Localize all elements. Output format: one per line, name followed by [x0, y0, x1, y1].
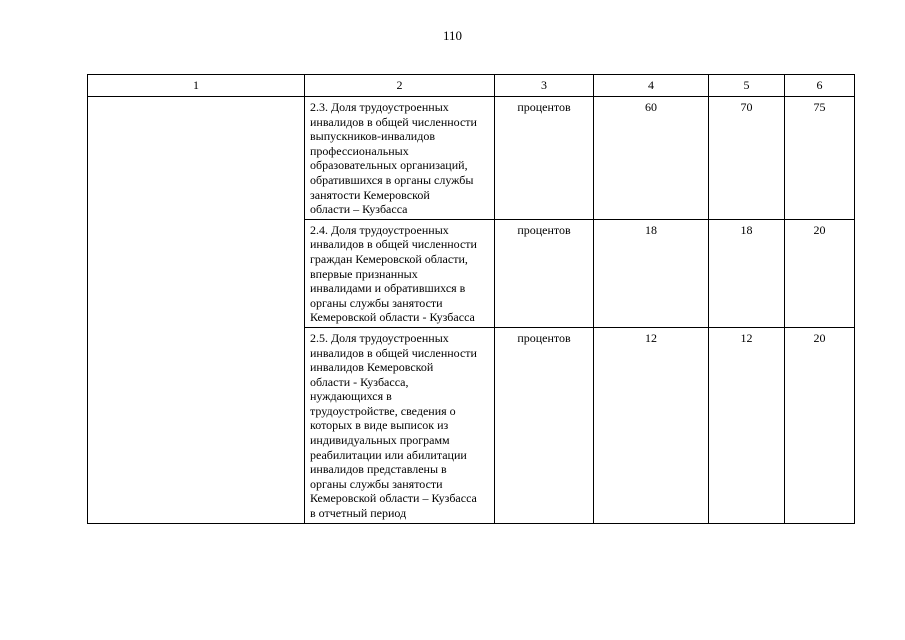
unit-cell: процентов — [495, 219, 594, 327]
value-cell-4: 60 — [594, 97, 709, 220]
indicator-line: реабилитации или абилитации — [310, 447, 467, 462]
indicator-cell — [305, 327, 495, 523]
header-col-5: 5 — [709, 75, 785, 97]
indicator-line: в отчетный период — [310, 506, 407, 521]
value-cell-6: 20 — [785, 219, 855, 327]
indicator-line: инвалидов Кемеровской — [310, 360, 434, 375]
value-cell-6: 20 — [785, 327, 855, 523]
header-col-1: 1 — [88, 75, 305, 97]
indicator-line: инвалидов в общей численности — [310, 237, 477, 252]
header-col-2: 2 — [305, 75, 495, 97]
indicator-line: профессиональных — [310, 143, 409, 158]
indicator-line: инвалидов представлены в — [310, 462, 447, 477]
header-col-6: 6 — [785, 75, 855, 97]
indicator-line: образовательных организаций, — [310, 158, 468, 173]
value-cell-4: 12 — [594, 327, 709, 523]
value-cell-5: 18 — [709, 219, 785, 327]
indicator-line: занятости Кемеровской — [310, 187, 430, 202]
indicator-line: трудоустройстве, сведения о — [310, 403, 456, 418]
indicator-line: индивидуальных программ — [310, 433, 450, 448]
page-number: 110 — [442, 28, 463, 43]
indicator-line: области – Кузбасса — [310, 202, 408, 217]
indicator-line: инвалидов в общей численности — [310, 114, 477, 129]
indicator-line: которых в виде выписок из — [310, 418, 449, 433]
indicator-line: Кемеровской области - Кузбасса — [310, 310, 475, 325]
table-header-row — [88, 75, 855, 97]
indicator-line: Кемеровской области – Кузбасса — [310, 491, 477, 506]
unit-cell: процентов — [495, 327, 594, 523]
indicator-line: граждан Кемеровской области, — [310, 251, 468, 266]
indicator-line: нуждающихся в — [310, 389, 392, 404]
indicator-line: 2.4. Доля трудоустроенных — [310, 222, 449, 237]
indicator-line: 2.5. Доля трудоустроенных — [310, 330, 449, 345]
unit-cell: процентов — [495, 97, 594, 220]
indicator-cell — [305, 97, 495, 220]
indicator-line: выпускников-инвалидов — [310, 129, 435, 144]
indicator-line: обратившихся в органы службы — [310, 172, 474, 187]
table-row — [88, 97, 855, 220]
indicator-line: инвалидами и обратившихся в — [310, 281, 466, 296]
program-cell — [88, 97, 305, 524]
header-col-3: 3 — [495, 75, 594, 97]
indicator-line: впервые признанных — [310, 266, 418, 281]
value-cell-4: 18 — [594, 219, 709, 327]
value-cell-5: 70 — [709, 97, 785, 220]
indicator-line: 2.3. Доля трудоустроенных — [310, 100, 449, 114]
indicator-line: инвалидов в общей численности — [310, 345, 477, 360]
value-cell-5: 12 — [709, 327, 785, 523]
indicator-table — [87, 74, 855, 524]
indicator-line: органы службы занятости — [310, 476, 443, 491]
indicator-line: органы службы занятости — [310, 295, 443, 310]
indicator-cell — [305, 219, 495, 327]
indicator-line: области - Кузбасса, — [310, 374, 409, 389]
value-cell-6: 75 — [785, 97, 855, 220]
header-col-4: 4 — [594, 75, 709, 97]
